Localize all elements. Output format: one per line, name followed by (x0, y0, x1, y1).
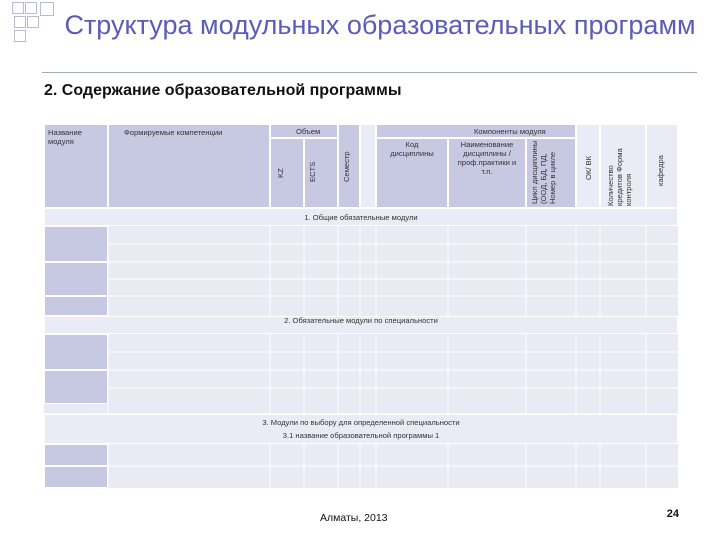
corner-square-decoration (14, 16, 26, 28)
header-competences: Формируемые компетенции (124, 128, 223, 137)
footer-location-year: Алматы, 2013 (320, 512, 388, 524)
header-department: кафедра (656, 155, 665, 186)
corner-square-decoration (12, 2, 24, 14)
header-discipline-code: Код дисциплины (390, 140, 434, 158)
header-ects: ECTS (308, 161, 317, 182)
section-title-program: 3.1 название образовательной программы 1 (282, 431, 440, 440)
corner-square-decoration (27, 16, 39, 28)
header-volume: Объем (296, 127, 321, 136)
slide-title: Структура модульных образовательных программ (64, 10, 696, 40)
header-cycle: Цикл дисциплины (ООД, БД, ПД, Номер в цикле (530, 140, 557, 204)
corner-square-decoration (40, 2, 54, 16)
page-number: 24 (666, 508, 679, 520)
header-components: Компоненты модуля (474, 127, 546, 136)
section-title-general: 1. Общие обязательные модули (304, 213, 418, 222)
section-heading: 2. Содержание образовательной программы (44, 82, 402, 99)
title-divider (42, 72, 697, 73)
corner-square-decoration (14, 30, 26, 42)
header-discipline-name: Наименование дисциплины / проф.практики и т.п. (457, 140, 517, 176)
header-kz: KZ (276, 168, 285, 178)
header-ok-vk: ОК/ ВК (584, 155, 593, 180)
section-title-specialty: 2. Обязательные модули по специальности (284, 316, 438, 325)
header-semester: Семестр (342, 151, 351, 182)
section-title-elective: 3. Модули по выбору для определенной специальности (262, 418, 460, 427)
corner-square-decoration (25, 2, 37, 14)
header-module-name: Название модуля (48, 128, 82, 146)
header-credits: Количество кредитов Форма контроля (606, 148, 633, 206)
